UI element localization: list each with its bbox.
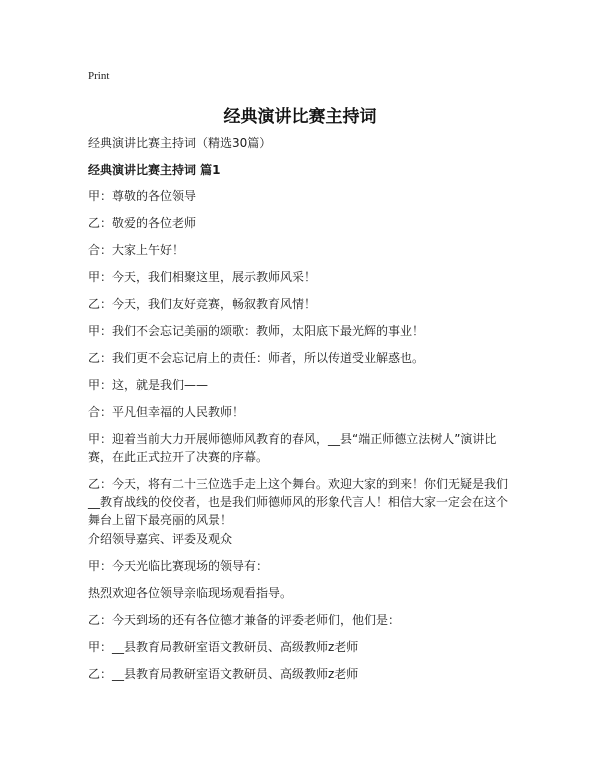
paragraph: 乙：我们更不会忘记肩上的责任：师者，所以传道受业解惑也。 (88, 351, 425, 365)
page-title: 经典演讲比赛主持词 (223, 107, 377, 127)
paragraph: 甲：尊敬的各位领导 (88, 189, 197, 203)
paragraph: 甲：这，就是我们—— (88, 378, 209, 392)
paragraph: 甲：__县教育局教研室语文教研员、高级教师z老师 (88, 640, 359, 654)
paragraph: 甲：我们不会忘记美丽的颂歌：教师，太阳底下最光辉的事业！ (88, 324, 425, 338)
paragraph: 甲：今天光临比赛现场的领导有： (88, 559, 269, 573)
section-heading: 经典演讲比赛主持词 篇1 (88, 163, 221, 177)
paragraph: 乙：敬爱的各位老师 (88, 216, 197, 230)
print-label: Print (88, 70, 110, 82)
paragraph: 乙：今天到场的还有各位德才兼备的评委老师们，他们是： (88, 613, 401, 627)
paragraph: 甲：迎着当前大力开展师德师风教育的春风，__县“端正师德立法树人”演讲比赛，在此正式拉开了决赛的序幕。 (88, 432, 497, 464)
paragraph: 合：平凡但幸福的人民教师！ (88, 405, 245, 419)
paragraph: 乙：今天，我们友好竞赛，畅叙教育风情！ (88, 297, 317, 311)
paragraph: 乙：__县教育局教研室语文教研员、高级教师z老师 (88, 667, 359, 681)
paragraph: 合：大家上午好！ (88, 243, 185, 257)
document-subtitle: 经典演讲比赛主持词（精选30篇） (88, 136, 272, 150)
paragraph: 热烈欢迎各位领导亲临现场观看指导。 (88, 586, 293, 600)
paragraph: 介绍领导嘉宾、评委及观众 (88, 532, 233, 546)
paragraph: 乙：今天，将有二十三位选手走上这个舞台。欢迎大家的到来！你们无疑是我们__教育战线的佼佼者，也是我们师德师风的形象代言人！相信大家一定会在这个舞台上留下最亮丽的风景！ (88, 477, 509, 527)
paragraph: 甲：今天，我们相聚这里，展示教师风采！ (88, 270, 317, 284)
